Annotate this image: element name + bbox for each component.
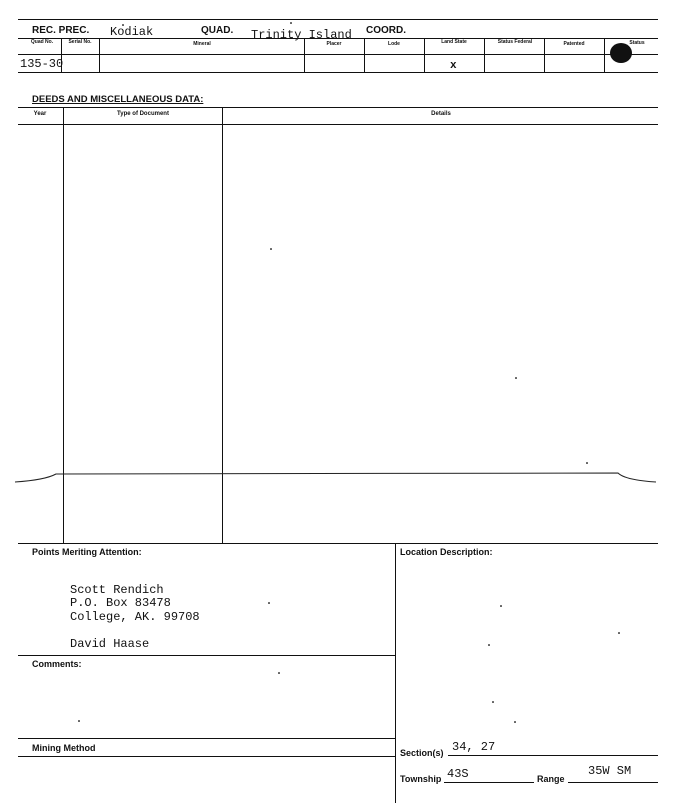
section-value: 34, 27 (452, 740, 496, 754)
fold-line (0, 460, 678, 500)
range-label: Range (537, 774, 565, 784)
speck (586, 462, 588, 464)
deeds-col-type: Type of Document (117, 111, 169, 117)
coord-label: COORD. (366, 25, 406, 36)
speck (268, 602, 270, 604)
points-line-1: Scott Rendich (70, 583, 164, 597)
deeds-title: DEEDS AND MISCELLANEOUS DATA: (32, 94, 204, 105)
header-rule-1 (18, 38, 658, 39)
col-placer: Placer (326, 41, 342, 47)
speck (488, 644, 490, 646)
points-line-4: David Haase (70, 637, 150, 651)
header-rule-3 (18, 72, 658, 73)
rec-prec-value: Kodiak (110, 25, 154, 39)
speck (290, 22, 292, 24)
quad-serial-value: 135-30 (20, 57, 64, 71)
mining-rule-bottom (18, 756, 395, 757)
hdr-div-6 (484, 38, 485, 72)
hdr-div-3 (304, 38, 305, 72)
speck (514, 721, 516, 723)
deeds-col-details: Details (431, 111, 451, 117)
range-value: 35W SM (588, 764, 632, 778)
speck (270, 248, 272, 250)
col-quad-no: Quad No. (30, 39, 54, 45)
points-label: Points Meriting Attention: (32, 547, 142, 557)
speck (122, 24, 124, 26)
section-underline (448, 755, 658, 756)
hdr-div-1 (61, 38, 62, 72)
hdr-div-2 (99, 38, 100, 72)
points-line-2: P.O. Box 83478 (70, 596, 171, 610)
quad-label: QUAD. (201, 25, 234, 36)
speck (492, 701, 494, 703)
speck (78, 720, 80, 722)
quad-value: Trinity Island (251, 28, 352, 42)
location-label: Location Description: (400, 547, 493, 557)
header-top-rule (18, 19, 658, 20)
range-underline (568, 782, 658, 783)
hdr-div-5 (424, 38, 425, 72)
col-status-federal: Status Federal (497, 39, 533, 45)
township-underline (444, 782, 534, 783)
deeds-rule-2 (18, 124, 658, 125)
col-patented: Patented (563, 41, 585, 47)
mining-label: Mining Method (32, 743, 96, 753)
header-rule-2 (18, 54, 658, 55)
col-last: Status (629, 40, 645, 46)
section-label: Section(s) (400, 748, 444, 758)
hdr-div-7 (544, 38, 545, 72)
township-value: 43S (447, 767, 469, 781)
speck (515, 377, 517, 379)
col-lode: Lode (388, 41, 400, 47)
speck (278, 672, 280, 674)
col-serial-no: Serial No. (68, 39, 92, 45)
rec-prec-label: REC. PREC. (32, 25, 90, 36)
hdr-div-8 (604, 38, 605, 72)
points-line-3: College, AK. 99708 (70, 610, 200, 624)
bottom-div (395, 543, 396, 803)
comments-label: Comments: (32, 659, 82, 669)
punch-hole (610, 43, 632, 63)
col-mineral: Mineral (193, 41, 211, 47)
deeds-col-year: Year (33, 111, 47, 117)
speck (500, 605, 502, 607)
deeds-bottom-rule (18, 543, 658, 544)
speck (618, 632, 620, 634)
mining-rule-top (18, 738, 395, 739)
land-state-mark: x (450, 60, 457, 72)
hdr-div-4 (364, 38, 365, 72)
township-label: Township (400, 774, 442, 784)
deeds-rule-1 (18, 107, 658, 108)
col-land-state: Land State (441, 39, 467, 45)
comments-rule (18, 655, 395, 656)
